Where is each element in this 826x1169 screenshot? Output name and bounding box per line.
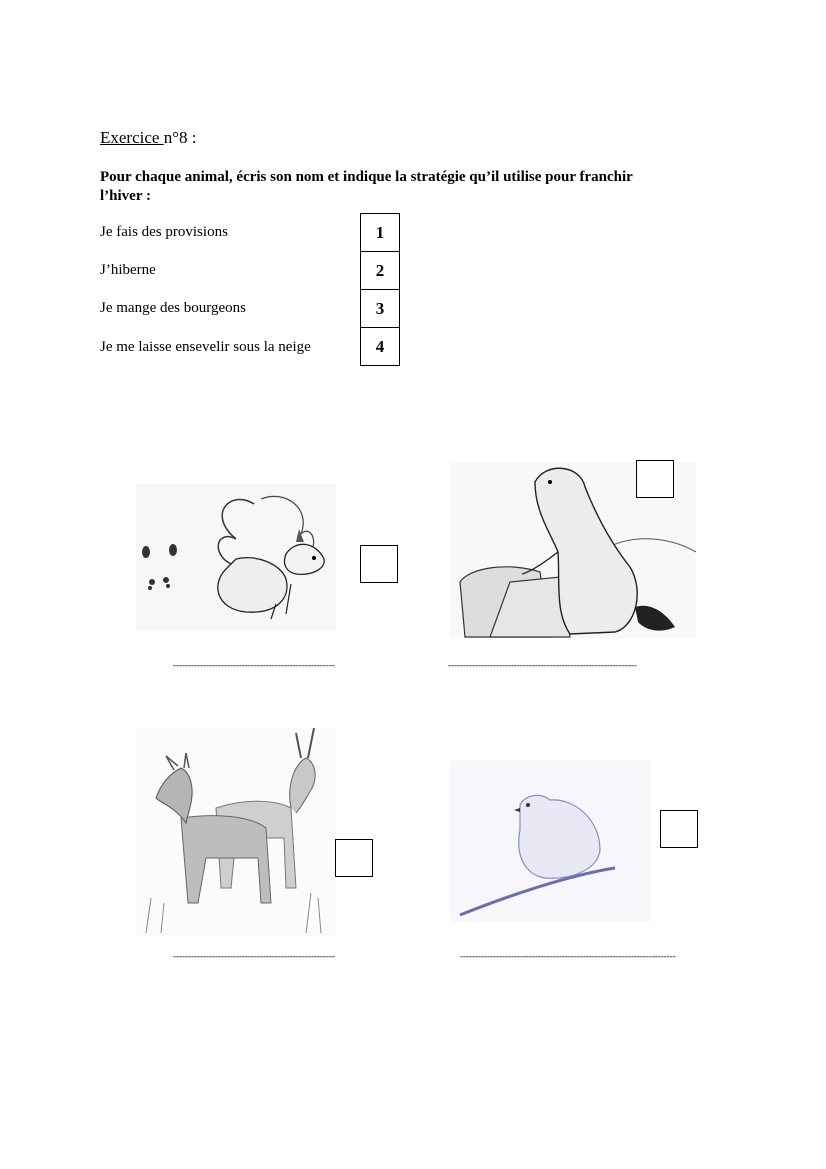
- answer-box-deer[interactable]: [335, 839, 373, 877]
- exercise-title-underlined: Exercice: [100, 128, 164, 147]
- exercise-title-number: n°8 :: [163, 128, 197, 147]
- answer-line-marmot[interactable]: ---------------------------------------------------------------: [448, 660, 637, 670]
- strategy-label-2: J’hiberne: [100, 262, 156, 278]
- strategy-number-3: 3: [361, 290, 399, 328]
- strategy-label-1: Je fais des provisions: [100, 224, 228, 240]
- instruction-line-1: Pour chaque animal, écris son nom et indique la stratégie qu’il utilise pour franchir: [100, 169, 633, 185]
- deer-illustration: [136, 728, 336, 936]
- strategy-label-4: Je me laisse ensevelir sous la neige: [100, 339, 311, 355]
- strategy-number-1: 1: [361, 214, 399, 252]
- answer-box-squirrel[interactable]: [360, 545, 398, 583]
- ptarmigan-illustration: [450, 760, 650, 922]
- instruction-line-2: l’hiver :: [100, 188, 151, 204]
- answer-box-marmot[interactable]: [636, 460, 674, 498]
- squirrel-illustration: [136, 484, 336, 630]
- answer-line-ptarmigan[interactable]: ------------------------------------------------------------------------: [460, 951, 676, 961]
- answer-line-squirrel[interactable]: ------------------------------------------------------: [173, 660, 335, 670]
- exercise-instruction: [100, 168, 720, 206]
- exercise-title: [100, 128, 196, 148]
- strategy-number-4: 4: [375, 336, 385, 356]
- strategy-label-3: Je mange des bourgeons: [100, 300, 246, 316]
- strategy-number-2: 2: [361, 252, 399, 290]
- strategy-number-table: [360, 213, 400, 366]
- answer-line-deer[interactable]: ------------------------------------------------------: [173, 951, 335, 961]
- answer-box-ptarmigan[interactable]: [660, 810, 698, 848]
